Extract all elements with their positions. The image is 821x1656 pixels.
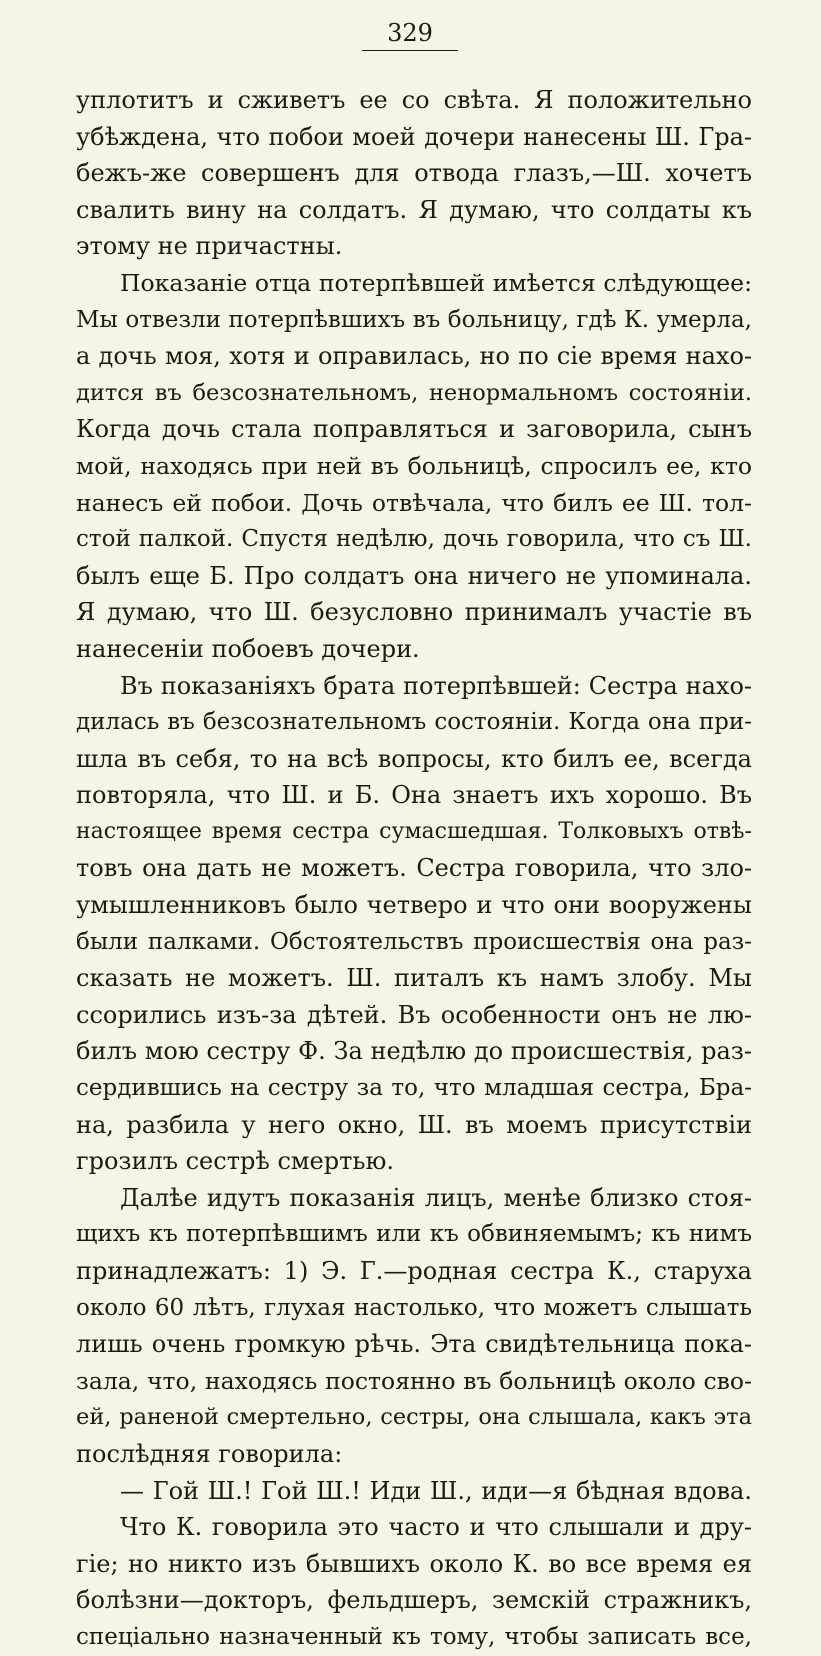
text-line: нанесъ ей побои. Дочь отвѣчала, что билъ ее Ш. тол- (76, 488, 752, 517)
text-line: гіе; но никто изъ бывшихъ около К. во все время ея (76, 1549, 752, 1578)
text-line: Я думаю, что Ш. безусловно принималъ участіе въ (76, 598, 752, 627)
text-line: Что К. говорила это часто и что слышали и дру- (120, 1513, 752, 1542)
text-line: на, разбила у него окно, Ш. въ моемъ присутствіи (76, 1110, 752, 1139)
text-line: настоящее время сестра сумасшедшая. Толковыхъ отвѣ- (76, 818, 752, 844)
body-text (76, 82, 752, 1656)
text-line: щихъ къ потерпѣвшимъ или къ обвиняемымъ; къ нимъ (76, 1221, 752, 1248)
text-line: спеціально назначенный къ тому, чтобы записать все, (76, 1623, 752, 1650)
text-line: дилась въ безсознательномъ состояніи. Когда она при- (76, 709, 752, 736)
page-number: 329 (387, 19, 433, 47)
text-line: — Гой Ш.! Гой Ш.! Иди Ш., иди—я бѣдная вдова. (120, 1476, 752, 1505)
text-line: нанесеніи побоевъ дочери. (76, 634, 420, 663)
text-line: убѣждена, что побои моей дочери нанесены Ш. Гра- (76, 122, 752, 151)
text-line: ссорились изъ-за дѣтей. Въ особенности онъ не лю- (76, 1000, 752, 1029)
text-line: а дочь моя, хотя и оправилась, но по сіе время нахо- (76, 342, 752, 371)
text-line: зала, что, находясь постоянно въ больницѣ около сво- (76, 1366, 752, 1395)
text-line: этому не причастны. (76, 232, 343, 261)
text-line: сердившись на сестру за то, что младшая сестра, Бра- (76, 1075, 752, 1102)
text-line: мой, находясь при ней въ больницѣ, спросилъ ее, кто (76, 451, 752, 480)
text-line: Когда дочь стала поправляться и заговорила, сынъ (76, 415, 752, 444)
text-line: былъ еще Б. Про солдатъ она ничего не упоминала. (76, 561, 752, 590)
text-line: билъ мою сестру Ф. За недѣлю до происшествія, раз- (76, 1037, 752, 1066)
text-line: Въ показаніяхъ брата потерпѣвшей: Сестра нахо- (120, 671, 752, 700)
text-line: товъ она дать не можетъ. Сестра говорила, что зло- (76, 854, 752, 883)
text-line: лишь очень громкую рѣчь. Эта свидѣтельница пока- (76, 1330, 752, 1359)
text-line: умышленниковъ было четверо и что они вооружены (76, 891, 752, 920)
text-line: были палками. Обстоятельствъ происшествія она раз- (76, 928, 752, 955)
text-line: стой палкой. Спустя недѣлю, дочь говорила, что съ Ш. (76, 526, 752, 553)
text-line: повторяла, что Ш. и Б. Она знаетъ ихъ хорошо. Въ (76, 781, 752, 810)
text-line: свалить вину на солдатъ. Я думаю, что солдаты къ (76, 195, 752, 224)
text-line: принадлежатъ: 1) Э. Г.—родная сестра К., старуха (76, 1257, 752, 1285)
text-line: сказать не можетъ. Ш. питалъ къ намъ злобу. Мы (76, 964, 752, 993)
text-line: шла въ себя, то на всѣ вопросы, кто билъ ее, всегда (76, 744, 752, 773)
text-line: послѣдняя говорила: (76, 1439, 343, 1468)
text-line: Мы отвезли потерпѣвшихъ въ больницу, гдѣ К. умерла, (76, 306, 752, 333)
text-line: около 60 лѣтъ, глухая настолько, что можетъ слышать (76, 1294, 752, 1321)
text-line: Далѣе идутъ показанія лицъ, менѣе близко стоя- (120, 1183, 752, 1212)
text-line: грозилъ сестрѣ смертью. (76, 1147, 394, 1176)
page-header (0, 12, 821, 52)
text-line: Показаніе отца потерпѣвшей имѣется слѣдующее: (120, 268, 752, 297)
header-rule (362, 50, 458, 51)
text-line: бежъ-же совершенъ для отвода глазъ,—Ш. хочетъ (76, 159, 752, 188)
text-line: уплотитъ и сживетъ ее со свѣта. Я положительно (76, 86, 752, 114)
text-line: болѣзни—докторъ, фельдшеръ, земскій стражникъ, (76, 1586, 752, 1615)
text-line: дится въ безсознательномъ, ненормальномъ состояніи. (76, 379, 752, 406)
text-line: ей, раненой смертельно, сестры, она слышала, какъ эта (76, 1404, 752, 1431)
